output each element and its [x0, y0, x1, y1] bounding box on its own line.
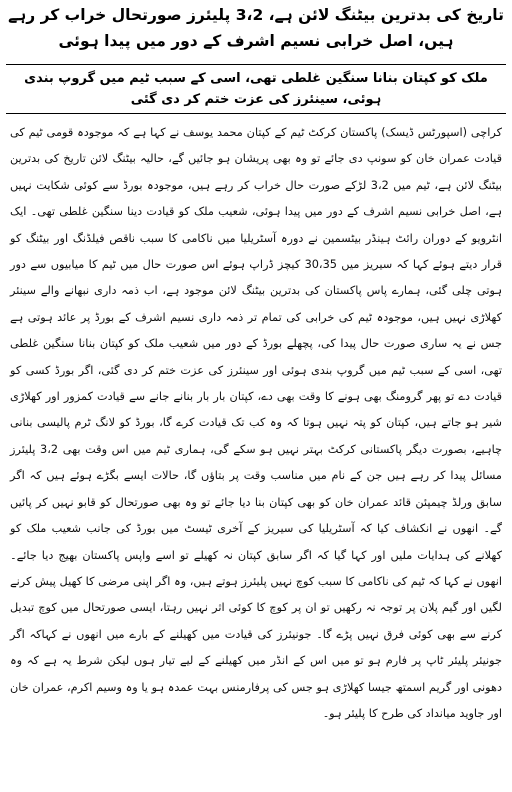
article-subheadline: ملک کو کپتان بنانا سنگین غلطی تھی، اسی کے سبب ٹیم میں گروپ بندی ہوئی، سینئرز کی عزت ختم کر دی گئی: [24, 71, 488, 107]
subheadline-divider: [6, 113, 506, 114]
article-body: کراچی (اسپورٹس ڈیسک) پاکستان کرکٹ ٹیم کے کپتان محمد یوسف نے کہا ہے کہ موجودہ قومی ٹیم کی قیادت عمران خان کو سونپ دی جائے تو وہ بھی پریشان ہو جائیں گے، حالیہ بیٹنگ لائن تاریخ کی بدترین بیٹنگ لائن ہے، ٹیم میں 3،2 لڑکے صورت حال خراب کر رہے ہیں، موجودہ بورڈ سے کوئی شکایت نہیں ہے، اصل خرابی نسیم اشرف کے دور میں پیدا ہوئی، شعیب ملک کو قیادت دینا سنگین غلطی تھی۔ ایک انٹرویو کے دوران رائٹ ہینڈر بیٹسمین نے دورہ آسٹریلیا میں ناکامی کا سبب ناقص فیلڈنگ اور بیٹنگ کو قرار دیتے ہوئے کہا کہ سیریز میں 30،35 کیچز ڈراپ ہوئے اس صورت حال میں ٹیم کا میابیوں سے دور ہوتی چلی گئی، ہمارے پاس پاکستان کی بدترین بیٹنگ لائن موجود ہے، اب ذمہ داری نبھانے والے سینئر کھلاڑی نہیں ہیں، موجودہ ٹیم کی خرابی کی تمام تر ذمہ داری نسیم اشرف کے بورڈ پر عائد ہوتی ہے جس نے یہ ساری صورت حال پیدا کی، پچھلے بورڈ کے دور میں شعیب ملک کو کپتان بنانا سنگین غلطی تھی، اسی کے سبب ٹیم میں گروپ بندی ہوئی اور سینئرز کی عزت ختم کر دی گئی، اگر بورڈ کسی کو قیادت دے تو پھر گرومنگ بھی ہونے کا وقت بھی دے، کپتان بار بار بنانے جانے سے قیادت کمزور اور کھلاڑی شیر ہو جاتے ہیں، کپتان کو پتہ نہیں ہوتا کہ وہ کب تک قیادت کرے گا، بورڈ کو لانگ ٹرم پالیسی بنانی چاہیے، بصورت دیگر پاکستانی کرکٹ بہتر نہیں ہو سکے گی، ہماری ٹیم میں اس وقت بھی 3،2 پلیئرز مسائل پیدا کر رہے ہیں جن کے نام میں مناسب وقت پر بتاؤں گا، حالات ایسے بگڑے ہوئے ہیں کہ اگر سابق ورلڈ چیمپئن قائد عمران خان کو بھی کپتان بنا دیا جائے تو وہ بھی صورتحال کو قابو نہیں کر پائیں گے۔ انھوں نے انکشاف کیا کہ آسٹریلیا کی سیریز کے آخری ٹیسٹ میں بورڈ کی جانب شعیب ملک کو کھلانے کی ہدایات ملیں اور کہا گیا کہ اگر سابق کپتان نہ کھیلے تو اسے واپس پاکستان بھیج دیا جائے۔ انھوں نے کہا کہ ٹیم کی ناکامی کا سبب کوچ نہیں پلیئرز ہوتے ہیں، وہ اگر اپنی مرضی کا کھیل پیش کرنے لگیں اور گیم پلان پر توجہ نہ رکھیں تو ان پر کوچ کا کوئی اثر نہیں رہتا، ایسی صورتحال میں کوچ تبدیل کرنے سے بھی کوئی فرق نہیں پڑے گا۔ جونیئرز کی قیادت میں کھیلنے کے بارے میں انھوں نے کہاکہ اگر جونیئر پلیئر ٹاپ پر فارم ہو تو میں اس کے انڈر میں کھیلنے کے لیے تیار ہوں لیکن شرط یہ ہے کہ وہ دھونی اور گریم اسمتھ جیسا کھلاڑی ہو جس کی پرفارمنس بہت عمدہ ہو یا وہ وسیم اکرم، عمران خان اور جاوید میانداد کی طرح کا پلیئر ہو۔: [10, 126, 502, 720]
headline-divider: [6, 64, 506, 65]
article-headline: تاریخ کی بدترین بیٹنگ لائن ہے، 3،2 پلیئرز صورتحال خراب کر رہے ہیں، اصل خرابی نسیم اشرف کے دور میں پیدا ہوئی: [8, 6, 504, 50]
